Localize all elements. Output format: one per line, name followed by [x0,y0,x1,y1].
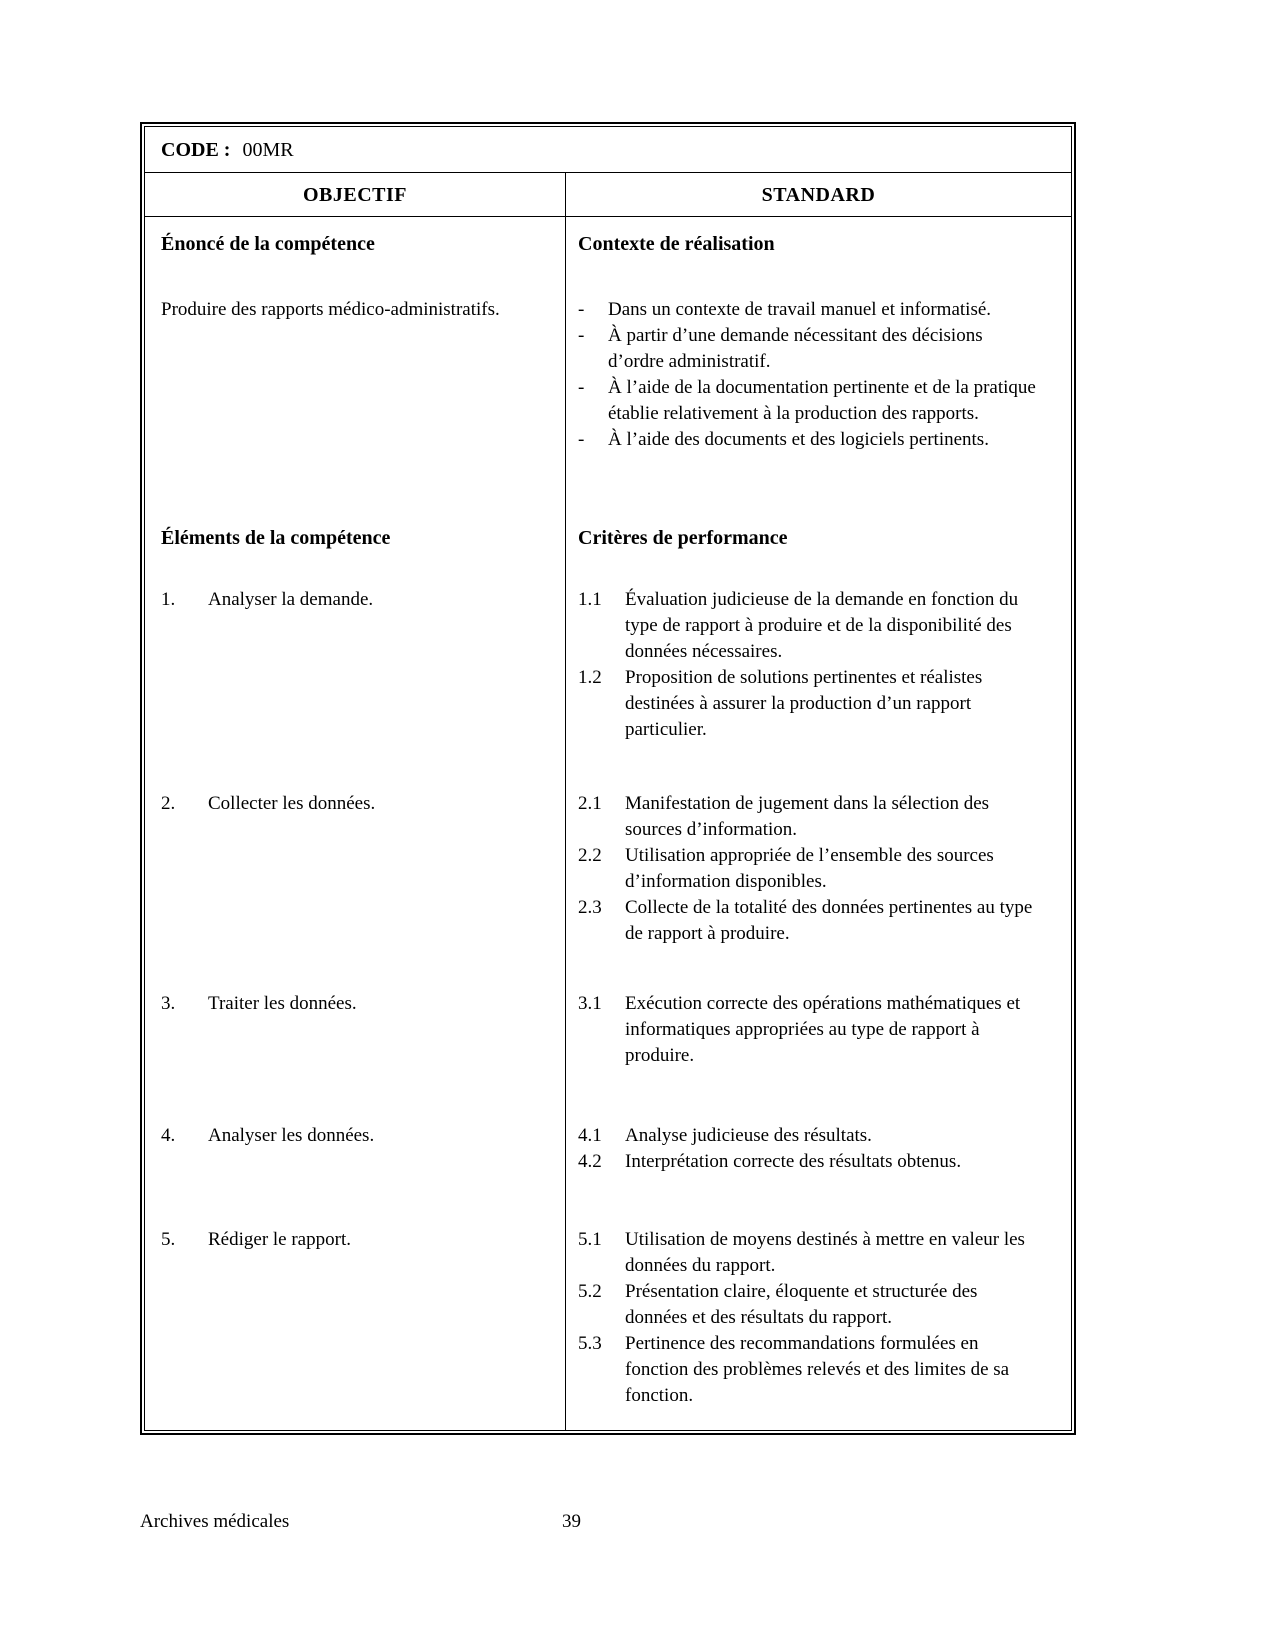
element-text: Traiter les données. [208,993,357,1014]
element-cell-4 [145,1115,565,1219]
criterion-number: 2.3 [578,897,602,918]
criterion-item [578,665,1043,743]
criterion-text: Utilisation de moyens destinés à mettre en valeur les données du rapport. [625,1229,1025,1276]
element-number: 5. [161,1229,176,1250]
criterion-item [578,1123,1043,1149]
criteria-cell-2 [565,783,1071,983]
criterion-text: Proposition de solutions pertinentes et réalistes destinées à assurer la production d’un rapport particulier. [625,667,983,740]
contexte-heading: Contexte de réalisation [578,233,775,255]
criterion-number: 5.3 [578,1333,602,1354]
enonce-heading: Énoncé de la compétence [161,233,375,255]
criteria-cell-3 [565,983,1071,1115]
element-item [161,791,547,817]
criterion-text: Pertinence des recommandations formulées en fonction des problèmes relevés et des limites de sa fonction. [625,1333,1010,1406]
criteres-heading-cell [565,511,1071,579]
criterion-number: 2.2 [578,845,602,866]
element-item [161,1227,547,1253]
criteria-cell-5 [565,1219,1071,1430]
element-text: Analyser les données. [208,1125,375,1146]
criterion-text: Exécution correcte des opérations mathématiques et informatiques appropriées au type de rapport à produire. [625,993,1021,1066]
criterion-text: Présentation claire, éloquente et structurée des données et des résultats du rapport. [625,1281,978,1328]
criterion-number: 5.2 [578,1281,602,1302]
criterion-item [578,843,1043,895]
criterion-number: 1.1 [578,589,602,610]
criterion-item [578,791,1043,843]
table-header-row [145,173,1071,217]
contexte-list [565,289,1071,511]
dash-bullet: - [578,429,585,450]
element-item [161,587,547,613]
criterion-number: 5.1 [578,1229,602,1250]
column-header-standard: STANDARD [565,173,1071,216]
criterion-text: Évaluation judicieuse de la demande en fonction du type de rapport à produire et de la disponibilité des données nécessaires. [625,589,1019,662]
footer-page-number: 39 [562,1511,581,1532]
criterion-item [578,1331,1043,1409]
element-number: 3. [161,993,176,1014]
criterion-text: Analyse judicieuse des résultats. [625,1125,872,1146]
code-value: 00MR [242,138,294,161]
element-number: 2. [161,793,176,814]
criteria-cell-1 [565,579,1071,783]
criterion-number: 4.2 [578,1151,602,1172]
contexte-item-text: À l’aide des documents et des logiciels pertinents. [608,429,989,450]
table-body [145,217,1071,1430]
elements-heading: Éléments de la compétence [161,527,391,549]
element-item [161,1123,547,1149]
element-cell-1 [145,579,565,783]
criterion-number: 1.2 [578,667,602,688]
competency-table-inner [144,126,1072,1431]
element-item [161,991,547,1017]
criterion-item [578,1227,1043,1279]
elements-heading-cell [145,511,565,579]
contexte-item [578,323,1043,375]
criterion-item [578,991,1043,1069]
criterion-item [578,1149,1043,1175]
contexte-item [578,297,1043,323]
element-text: Rédiger le rapport. [208,1229,351,1250]
criteria-cell-4 [565,1115,1071,1219]
enonce-heading-cell [145,217,565,289]
page-footer [140,1509,1076,1535]
criterion-item [578,895,1043,947]
criterion-number: 3.1 [578,993,602,1014]
contexte-item-text: Dans un contexte de travail manuel et informatisé. [608,299,992,320]
enonce-text: Produire des rapports médico-administratifs. [161,299,500,320]
criterion-item [578,1279,1043,1331]
criterion-text: Utilisation appropriée de l’ensemble des sources d’information disponibles. [625,845,994,892]
contexte-item-text: À partir d’une demande nécessitant des décisions d’ordre administratif. [608,325,983,372]
contexte-item [578,375,1043,427]
contexte-item [578,427,1043,453]
element-text: Analyser la demande. [208,589,374,610]
footer-document-title: Archives médicales [140,1511,290,1532]
element-number: 1. [161,589,176,610]
criterion-number: 4.1 [578,1125,602,1146]
criteres-heading: Critères de performance [578,527,788,549]
criterion-text: Collecte de la totalité des données pertinentes au type de rapport à produire. [625,897,1033,944]
contexte-heading-cell [565,217,1071,289]
contexte-item-text: À l’aide de la documentation pertinente et de la pratique établie relativement à la production des rapports. [608,377,1036,424]
element-number: 4. [161,1125,176,1146]
code-label: CODE : [161,138,231,161]
enonce-cell [145,289,565,511]
code-row [145,127,1071,173]
criterion-text: Manifestation de jugement dans la sélection des sources d’information. [625,793,990,840]
criterion-number: 2.1 [578,793,602,814]
element-cell-3 [145,983,565,1115]
element-text: Collecter les données. [208,793,376,814]
dash-bullet: - [578,377,585,398]
criterion-item [578,587,1043,665]
element-cell-2 [145,783,565,983]
criterion-text: Interprétation correcte des résultats obtenus. [625,1151,962,1172]
dash-bullet: - [578,299,585,320]
competency-table [140,122,1076,1435]
element-cell-5 [145,1219,565,1430]
dash-bullet: - [578,325,585,346]
column-header-objectif: OBJECTIF [302,183,408,206]
